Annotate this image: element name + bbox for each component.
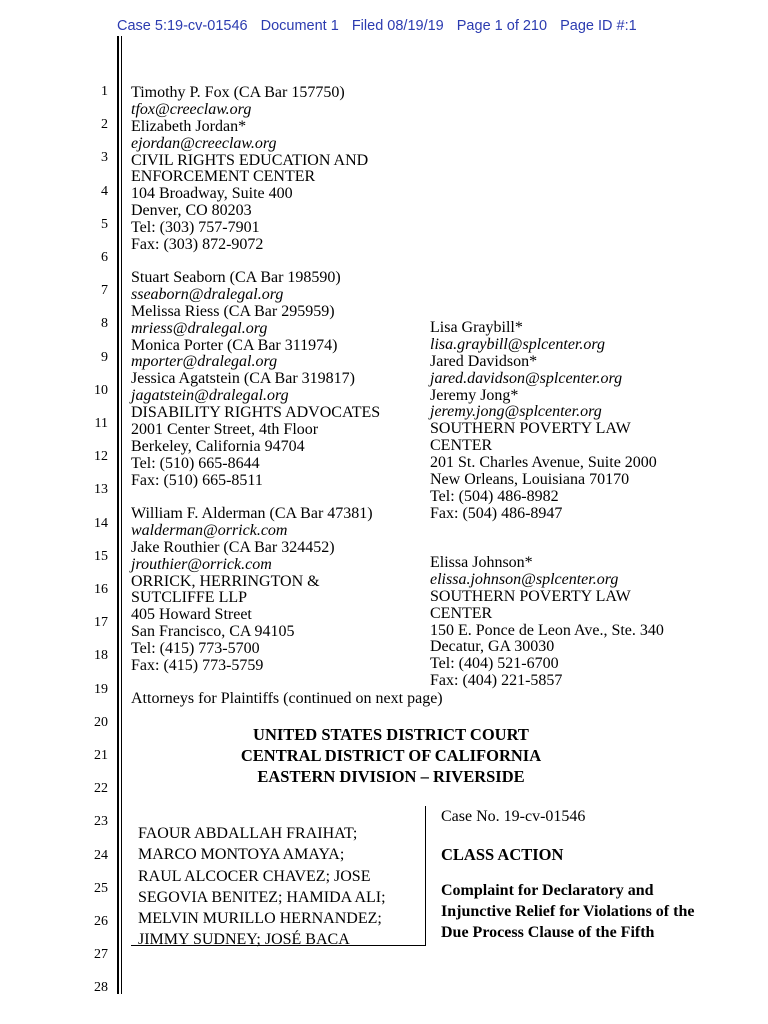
counsel-line: Elizabeth Jordan* (131, 117, 247, 135)
complaint-title (441, 880, 694, 943)
counsel-line: Tel: (404) 521-6700 (430, 655, 559, 673)
counsel-line: Monica Porter (CA Bar 311974) (131, 336, 338, 354)
counsel-line: CENTER (430, 437, 493, 455)
line-number: 27 (94, 947, 108, 963)
plaintiff-name-line: JIMMY SUDNEY; JOSÉ BACA (138, 931, 350, 949)
counsel-line: Decatur, GA 30030 (430, 638, 555, 656)
counsel-line: 150 E. Ponce de Leon Ave., Ste. 340 (430, 621, 664, 639)
counsel-email: jeremy.jong@splcenter.org (430, 403, 602, 421)
counsel-line: Tel: (510) 665-8644 (131, 454, 260, 472)
counsel-line: Tel: (504) 486-8982 (430, 487, 559, 505)
counsel-line: Berkeley, California 94704 (131, 437, 305, 455)
header-page-id: Page ID #:1 (560, 18, 637, 34)
counsel-line: Timothy P. Fox (CA Bar 157750) (131, 84, 345, 101)
line-number: 5 (101, 216, 108, 232)
margin-rule (117, 36, 119, 994)
line-number: 23 (94, 814, 108, 830)
class-action-label: CLASS ACTION (441, 845, 564, 864)
counsel-line: Jessica Agatstein (CA Bar 319817) (131, 370, 355, 388)
line-number: 1 (101, 84, 108, 99)
counsel-line: Denver, CO 80203 (131, 202, 252, 220)
counsel-line: Lisa Graybill* (430, 319, 523, 336)
counsel-email: sseaborn@dralegal.org (131, 285, 284, 303)
line-number: 3 (101, 150, 108, 166)
counsel-line: 201 St. Charles Avenue, Suite 2000 (430, 454, 657, 472)
counsel-email: mriess@dralegal.org (131, 319, 268, 337)
line-number: 7 (101, 283, 108, 299)
counsel-line: Melissa Riess (CA Bar 295959) (131, 302, 335, 320)
line-number: 8 (101, 316, 108, 332)
line-number: 4 (101, 183, 108, 199)
counsel-email: jrouthier@orrick.com (131, 555, 272, 573)
plaintiff-name-line: FAOUR ABDALLAH FRAIHAT; (138, 825, 358, 842)
line-number: 11 (94, 416, 108, 431)
counsel-line: 104 Broadway, Suite 400 (131, 185, 293, 203)
line-number: 20 (94, 714, 108, 730)
counsel-line: DISABILITY RIGHTS ADVOCATES (131, 404, 381, 422)
counsel-line: Fax: (510) 665-8511 (131, 471, 263, 489)
line-number: 15 (94, 548, 108, 564)
header-filed-date: Filed 08/19/19 (351, 18, 444, 34)
counsel-block-splc-1 (430, 320, 657, 523)
line-number: 2 (101, 117, 108, 133)
counsel-line: Fax: (303) 872-9072 (131, 236, 264, 254)
court-division: EASTERN DIVISION – RIVERSIDE (257, 767, 525, 786)
counsel-line: SUTCLIFFE LLP (131, 589, 248, 607)
counsel-line: Jake Routhier (CA Bar 324452) (131, 538, 335, 556)
counsel-block-orrick (131, 506, 373, 675)
line-number: 14 (94, 515, 108, 531)
case-header (117, 18, 646, 34)
line-number: 6 (101, 250, 108, 265)
plaintiff-name-line: MARCO MONTOYA AMAYA; (138, 846, 345, 864)
counsel-line: CENTER (430, 604, 493, 622)
plaintiff-name-line: RAUL ALCOCER CHAVEZ; JOSE (138, 867, 371, 885)
counsel-line: CIVIL RIGHTS EDUCATION AND (131, 151, 369, 169)
counsel-line: New Orleans, Louisiana 70170 (430, 471, 630, 489)
counsel-line: Fax: (415) 773-5759 (131, 657, 264, 675)
line-number: 9 (101, 349, 108, 365)
complaint-title-line: Complaint for Declaratory and (441, 882, 654, 899)
counsel-email: lisa.graybill@splcenter.org (430, 335, 606, 353)
line-number: 28 (94, 980, 108, 996)
line-number: 17 (94, 615, 108, 631)
counsel-line: Fax: (504) 486-8947 (430, 504, 563, 522)
counsel-email: elissa.johnson@splcenter.org (430, 570, 619, 588)
counsel-line: William F. Alderman (CA Bar 47381) (131, 505, 373, 522)
plaintiff-name-line: MELVIN MURILLO HERNANDEZ; (138, 910, 382, 928)
counsel-line: Stuart Seaborn (CA Bar 198590) (131, 269, 341, 286)
counsel-line: Elissa Johnson* (430, 554, 533, 571)
court-caption (131, 724, 651, 787)
counsel-block-cree (131, 85, 368, 254)
header-case-number: Case 5:19-cv-01546 (117, 18, 248, 34)
counsel-email: tfox@creeclaw.org (131, 100, 252, 118)
counsel-block-dra (131, 270, 380, 490)
line-number: 12 (94, 449, 108, 465)
line-number: 18 (94, 648, 108, 664)
counsel-line: SOUTHERN POVERTY LAW (430, 587, 631, 605)
line-number: 19 (94, 681, 108, 697)
line-number: 21 (94, 748, 108, 763)
line-number: 22 (94, 781, 108, 797)
header-document: Document 1 (260, 18, 339, 34)
counsel-line: Tel: (303) 757-7901 (131, 219, 260, 237)
counsel-email: mporter@dralegal.org (131, 353, 278, 371)
plaintiff-names (138, 823, 386, 951)
counsel-line: ENFORCEMENT CENTER (131, 168, 316, 186)
complaint-title-line: Due Process Clause of the Fifth (441, 924, 655, 941)
counsel-line: San Francisco, CA 94105 (131, 623, 295, 641)
attorneys-note: Attorneys for Plaintiffs (continued on next page) (131, 690, 443, 707)
counsel-email: jared.davidson@splcenter.org (430, 369, 623, 387)
line-number: 16 (94, 582, 108, 597)
counsel-line: 2001 Center Street, 4th Floor (131, 421, 319, 439)
counsel-line: Fax: (404) 221-5857 (430, 672, 563, 690)
complaint-title-line: Injunctive Relief for Violations of the (441, 903, 695, 920)
counsel-email: jagatstein@dralegal.org (131, 387, 289, 405)
caption-divider (425, 806, 426, 946)
counsel-line: Jeremy Jong* (430, 386, 519, 404)
case-number: Case No. 19-cv-01546 (441, 808, 586, 825)
counsel-block-splc-2 (430, 555, 664, 690)
counsel-email: walderman@orrick.com (131, 521, 288, 539)
header-page: Page 1 of 210 (456, 18, 548, 34)
court-name: UNITED STATES DISTRICT COURT (253, 725, 529, 744)
margin-rule-inner (121, 36, 122, 994)
counsel-line: Tel: (415) 773-5700 (131, 640, 260, 658)
line-number: 10 (94, 382, 108, 398)
line-number: 25 (94, 880, 108, 896)
plaintiff-name-line: SEGOVIA BENITEZ; HAMIDA ALI; (138, 888, 386, 906)
counsel-email: ejordan@creeclaw.org (131, 134, 277, 152)
line-number: 24 (94, 847, 108, 863)
counsel-line: SOUTHERN POVERTY LAW (430, 420, 631, 438)
line-number: 13 (94, 482, 108, 498)
line-number: 26 (94, 914, 108, 929)
counsel-line: ORRICK, HERRINGTON & (131, 572, 320, 590)
court-district: CENTRAL DISTRICT OF CALIFORNIA (240, 746, 542, 765)
counsel-line: Jared Davidson* (430, 352, 538, 370)
counsel-line: 405 Howard Street (131, 606, 252, 624)
